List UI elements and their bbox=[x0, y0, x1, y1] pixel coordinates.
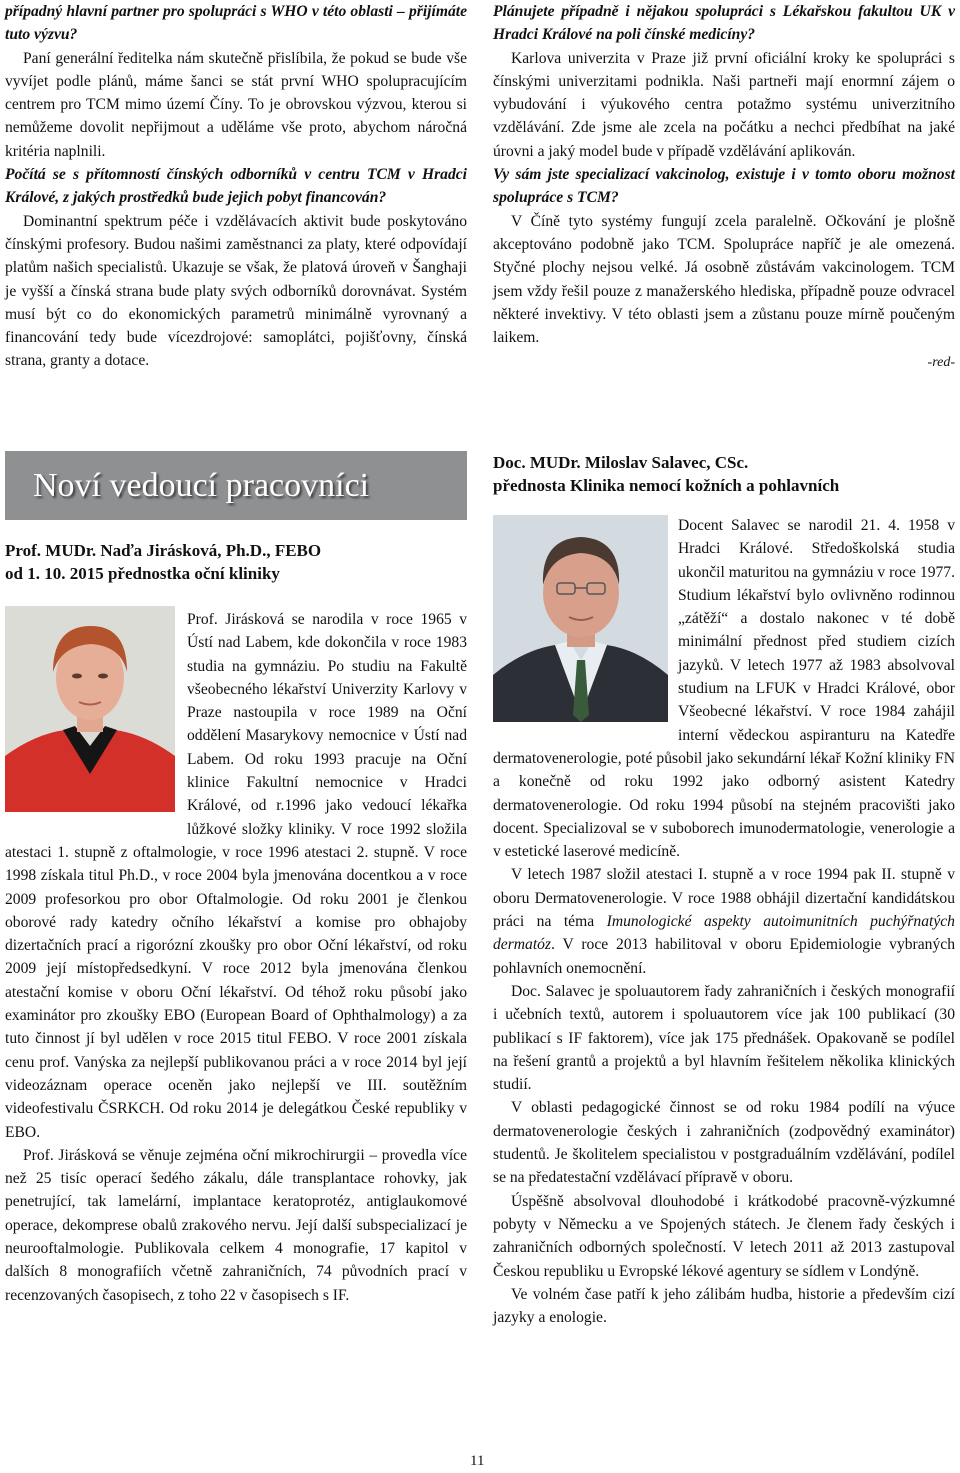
bio-paragraph: Docent Salavec se narodil 21. 4. 1958 v Hradci Králové. Středoškolská studia ukončil maturitou na gymnáziu v roce 1977. Studium lékařství bylo ovlivněno rodinnou „zátěží“ a dostalo nakonec v té době minimální přednost před studiem cizích jazyků. V letech 1977 až 1983 absolvoval studium na LFUK v Hradci Králové, obor Všeobecné lékařství. V roce 1984 zahájil interní vědeckou aspiranturu na Katedře dermatovenerologie, poté působil jako sekundární lékař Kožní kliniky FN a konečně od roku 1992 jako odborný asistent Katedry dermatovenerologie. Od roku 1994 působí na stejném pracovišti jako docent. Specializoval se v suboborech imunodermatologie, venerologie a v estetické laserové medicíně. bbox=[493, 517, 955, 861]
photo-spacer bbox=[493, 514, 678, 746]
interview-right-column bbox=[493, 0, 955, 375]
person-position: přednosta Klinika nemocí kožních a pohlavních bbox=[493, 476, 840, 495]
interview-question: Plánujete případně i nějakou spolupráci s Lékařskou fakultou UK v Hradci Králové na poli čínské medicíny? bbox=[493, 3, 955, 44]
interview-answer: Paní generální ředitelka nám skutečně přislíbila, že pokud se bude vše vyvíjet podle plánů, máme šanci se stát první WHO spolupracujícím centrem pro TCM mimo území Číny. To je obrovskou výzvou, kterou si nemůžeme dovolit nepřijmout a uděláme vše proto, abychom náročná kritéria naplnili. bbox=[5, 49, 467, 160]
bio-paragraph: V oblasti pedagogické činnost se od roku 1984 podílí na výuce dermatovenerologie českých i zahraničních (zodpovědný examinátor) studentů. Je školitelem specialistou v postgraduálním vzdělávání, podílel se na předatestační vzdělávací přípravě v oboru. bbox=[493, 1099, 955, 1187]
person-heading-salavec bbox=[493, 451, 955, 497]
interview-question: Vy sám jste specializací vakcinolog, existuje i v tomto oboru možnost spolupráce s TCM? bbox=[493, 166, 955, 207]
bio-paragraph: Úspěšně absolvoval dlouhodobé i krátkodobé pracovně-výzkumné pobyty v Německu a ve Spojených státech. Je členem řady českých i zahraničních odborných společností. V letech 2011 až 2013 zastupoval Českou republiku u Evropské lékové agentury se sídlem v Londýně. bbox=[493, 1192, 955, 1280]
bio-paragraph: Prof. Jirásková se věnuje zejména oční mikrochirurgii – provedla více než 25 tisíc operací šedého zákalu, dále transplantace rohovky, jak penetrující, tak lamelární, implantace keratoprotéz, antiglaukomové operace, dekomprese obalů zrakového nervu. Její další subspecializací je neurooftalmologie. Publikovala celkem 4 monografie, 17 kapitol v dalších 8 monografiích včetně zahraničních, 74 původních prací v recenzovaných časopisech, z toho 22 v časopisech s IF. bbox=[5, 1146, 467, 1304]
bio-text-jiraskova bbox=[5, 608, 467, 1307]
photo-spacer bbox=[5, 608, 187, 836]
interview-question: Počítá se s přítomností čínských odborníků v centru TCM v Hradci Králové, z jakých prostředků bude jejich pobyt financován? bbox=[5, 166, 467, 207]
person-position: od 1. 10. 2015 přednostka oční kliniky bbox=[5, 564, 280, 583]
bio-paragraph: Ve volném čase patří k jeho zálibám hudba, historie a především cizí jazyky a enologie. bbox=[493, 1285, 955, 1327]
bio-paragraph: Prof. Jirásková se narodila v roce 1965 v Ústí nad Labem, kde dokončila v roce 1983 studia na gymnáziu. Po studiu na Fakultě všeobecného lékařství Univerzity Karlovy v Praze nastoupila v roce 1989 na Oční oddělení Masarykovy nemocnice v Ústí nad Labem. Od roku 1993 pracuje na Oční klinice Fakultní nemocnice v Hradci Králové, od r.1996 jako vedoucí lékařka lůžkové složky kliniky. V roce 1992 složila atestaci 1. stupně z oftalmologie, v roce 1996 atestaci 2. stupně. V roce 1998 získala titul Ph.D., v roce 2004 byla jmenována docentkou a v roce 2009 profesorkou pro obor Oftalmologie. Od roku 2001 je členkou oborové rady katedry očního lékařství a komise pro obhajoby dizertačních prací a rigorózní zkoušky pro obor Oční lékařství, od roku 2009 její místopředsedkyní. V roce 2012 byla jmenována členkou atestační komise v oboru Oční lékařství. Od téhož roku působí jako examinátor pro zkoušky EBO (European Board of Ophthalmology) a za tuto činnost jí byl udělen v roce 2015 titul FEBO. V roce 2001 získala cenu prof. Vanýska za nejlepší publikovanou práci a v roce 2014 byl její videozáznam operace oceněn jako nejlepší ve III. soutěžním videofestivalu ČSRKCH. Od roku 2014 je delegátkou České republiky v EBO. bbox=[5, 611, 467, 1141]
interview-answer: Dominantní spektrum péče i vzdělávacích aktivit bude poskytováno čínskými profesory. Budou našimi zaměstnanci za platy, které odpovídají platům našich specialistů. Ukazuje se však, že platová úroveň v Šanghaji je vyšší a čínská strana bude platy svých odborníků dorovnávat. Systém musí být co do ekonomických parametrů minimálně vyrovnaný a financování tedy bude vícezdrojové: samoplátci, pojišťovny, čínská strana, granty a dotace. bbox=[5, 212, 467, 370]
dissertation-title: Imunologické aspekty autoimunitních puchýřnatých dermatóz bbox=[493, 913, 955, 954]
bio-paragraph: Doc. Salavec je spoluautorem řady zahraničních i českých monografií i učebních textů, autorem i spoluautorem více jak 100 publikací (30 publikací s IF faktorem), více jak 175 přednášek. Opakovaně se podílel na řešení grantů a projektů a byl hlavním řešitelem několika klinických studií. bbox=[493, 982, 955, 1094]
interview-answer: Karlova univerzita v Praze již první oficiální kroky ke spolupráci s čínskými univerzitami podnikla. Naši partneři mají enormní zájem o vybudování i výukového centra potažmo systému univerzitního vzdělávání. Zde jsme ale zcela na počátku a nechci předbíhat na jaké úrovni a jaký model bude v případě vzdělávání aplikován. bbox=[493, 49, 955, 160]
section-title: Noví vedoucí pracovníci bbox=[33, 467, 370, 504]
section-banner bbox=[5, 451, 467, 520]
interview-left-column bbox=[5, 0, 467, 373]
bio-text-salavec bbox=[493, 514, 955, 1329]
person-name: Prof. MUDr. Naďa Jirásková, Ph.D., FEBO bbox=[5, 541, 322, 560]
person-name: Doc. MUDr. Miloslav Salavec, CSc. bbox=[493, 453, 749, 472]
author-signature: -red- bbox=[927, 355, 955, 371]
bio-paragraph: V letech 1987 složil atestaci I. stupně a v roce 1994 pak II. stupně v oboru Dermatovenerologie. V roce 1988 obhájil dizertační kandidátskou práci na téma Imunologické aspekty autoimunitních puchýřnatých dermatóz. V roce 2013 habilitoval v oboru Epidemiologie vybraných pohlavních onemocnění. bbox=[493, 866, 955, 977]
person-heading-jiraskova bbox=[5, 539, 467, 585]
interview-question: případný hlavní partner pro spolupráci s WHO v této oblasti – přijímáte tuto výzvu? bbox=[5, 3, 467, 44]
page-number: 11 bbox=[470, 1453, 485, 1469]
interview-answer: V Číně tyto systémy fungují zcela paralelně. Očkování je plošně akceptováno podobně jako TCM. Spolupráce napříč je ale omezená. Styčné plochy nejsou velké. Já osobně zůstávám vakcinologem. TCM jsem vždy řešil pouze z manažerského hlediska, případně pouze odvracel některé invektivy. V této oblasti jsem a zůstanu pouze mírně poučeným laikem. bbox=[493, 212, 955, 347]
